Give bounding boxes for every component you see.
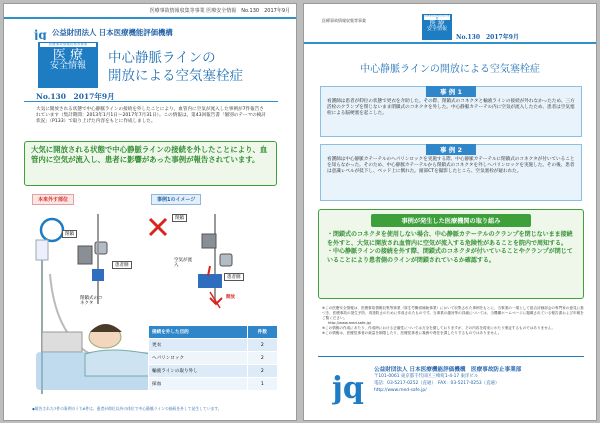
case2-label: 事 例 2 (426, 144, 476, 155)
footer-url[interactable]: http://www.med-safe.jp/ (374, 387, 427, 393)
action-list (319, 227, 583, 270)
divider (24, 101, 278, 102)
table-cell-count: 2 (247, 365, 277, 378)
table-cell-count: 2 (247, 339, 277, 352)
table-row (149, 365, 278, 378)
label-heiso-right: 閉鎖 (172, 214, 187, 222)
badge-line2: 安全情報 (426, 26, 447, 33)
table-cell-purpose: 輸液ラインの取り外し (149, 365, 248, 378)
case1-label: 事 例 1 (426, 86, 476, 97)
case1-box (320, 86, 582, 137)
footer-tel: 電話：03-5217-0252（直通） FAX：03-5217-0253（直通） (374, 381, 500, 386)
note-item: ※この医療安全情報は、医療事故情報収集等事業（厚生労働省補助事業）において収集された事例をもとに、当事業の一環として総合評価部会の専門家の意見に基づき、医療事故の発生予防、再発防止のために作成されたものです。当事業の趣旨等の詳細については、当機構ホームページに掲載されている報告書および年報をご覧ください。 (322, 306, 584, 321)
header-rule (4, 17, 296, 19)
action-title: 事例が発生した医療機関の取り組み (371, 214, 531, 227)
jq-logo-icon (34, 25, 50, 40)
svg-text:jq: jq (34, 28, 47, 40)
case1-text: 看護師は患者が仰位の状態で更衣を介助した。その際、閉鎖式のコネクタと輸液ラインの接続が外れなかったため、三方活栓のクランプを閉じないまま閉鎖式のコネクタを外した。中心静脈カテーテル内に空気が流入したため、患者は空気塞栓による脳梗塞を起こした。 (327, 99, 575, 117)
safety-info-badge (38, 42, 98, 88)
table-cell-purpose: ヘパリンロック (149, 352, 248, 365)
footer-address: 〒101-0061 東京都千代田区三崎町1-4-17 東洋ビル (374, 374, 479, 380)
footer-info (374, 366, 584, 394)
back-page (303, 3, 597, 421)
table-header-count: 件数 (247, 326, 277, 339)
title-line1: 中心静脈ラインの (108, 50, 216, 66)
panel-right-title: 事例1のイメージ (151, 194, 201, 205)
panel-left-title: 本来外す部位 (32, 194, 74, 205)
front-page (3, 3, 297, 421)
svg-text:jq: jq (332, 371, 364, 406)
label-air-in: 空気が流入 (174, 258, 192, 269)
intro-text: 大気に開放される状態で中心静脈ラインの接続を外したことにより、血管内に空気が流入した事例が7件報告されています（集計期間：2013年1月1日〜2017年7月31日）。この情報は、第43回報告書「個別のテーマの検討状況」（P133）で取り上げた内容をもとに作成しました。 (36, 107, 266, 125)
badge-line2: 安全情報 (49, 61, 86, 72)
label-open: 開放 (226, 295, 235, 300)
action-box (318, 209, 584, 299)
note-item: ※この情報は、医療従事者の裁量を制限したり、医療従事者に義務や責任を課したりするものではありません。 (322, 331, 502, 336)
header-meta: 医療事故情報収集等事業 (322, 18, 366, 23)
table-cell-purpose: 更衣 (149, 339, 248, 352)
table-header-row (149, 326, 278, 339)
badge-line1: 医 療 (429, 19, 445, 28)
note-item: ※この情報の作成にあたり、作成時における正確性については万全を期しておりますが、その内容を将来にわたり保証するものではありません。 (322, 326, 556, 331)
footnote: ◆報告された7件の事例のうち6件は、患者が仰位以外の体位で中心静脈ラインの接続を外して発生しています。 (32, 406, 222, 411)
issue-number: No.130 2017年9月 (456, 34, 519, 41)
page-title: 中心静脈ラインの開放による空気塞栓症 (360, 64, 540, 75)
org-name: 公益財団法人 日本医療機能評価機構 (52, 28, 173, 37)
purpose-table (148, 325, 278, 391)
title-line2: 開放による空気塞栓症 (108, 67, 243, 84)
case2-box (320, 144, 582, 201)
issue-number: No.130 2017年9月 (36, 92, 115, 101)
badge-top: 医療事故情報収集等事業 (424, 14, 450, 20)
action-item: ・閉鎖式のコネクタを使用しない場合、中心静脈カテーテルのクランプを閉じないまま接続を外すと、大気に開放され血管内に空気が流入する危険性があることを院内で周知する。 (327, 231, 573, 247)
notes (322, 306, 584, 336)
highlight-text: 大気に開放される状態で中心静脈ラインの接続を外したことにより、血管内に空気が流入し、患者に影響があった事例が報告されています。 (31, 145, 268, 165)
note-url: http://www.med-safe.jp/ (328, 321, 372, 326)
page-title (108, 50, 243, 85)
header-meta: 医療事故情報収集等事業 医療安全情報 No.130 2017年9月 (149, 8, 290, 14)
table-cell-count: 1 (247, 378, 277, 391)
ok-circle-icon (41, 219, 63, 241)
footer-rule (318, 356, 584, 357)
jq-logo-icon (332, 366, 364, 406)
label-patient-side-right: 患者側 (224, 273, 244, 281)
badge-line1: 医 療 (52, 47, 84, 63)
table-header-purpose: 接続を外した目的 (149, 326, 248, 339)
case2-text: 看護師は中心静脈カテーテルのヘパリンロックを実施する際、中心静脈カテーテルに閉鎖式のコネクタが付いていることを知らなかった。そのため、中心静脈カテーテルから閉鎖式のコネクタを外しヘパリンロックを実施した。その後、患者は意識レベルが低下し、ベッド上に倒れた。頭部CTを撮影したところ、空気塞栓が疑われた。 (327, 157, 575, 175)
table-cell-count: 2 (247, 352, 277, 365)
highlight-box (24, 141, 277, 186)
label-patient-side: 患者側 (112, 261, 132, 269)
table-row (149, 352, 278, 365)
footer-org: 公益財団法人 日本医療機能評価機構 医療事故防止事業部 (374, 367, 522, 373)
safety-info-badge (422, 14, 452, 40)
table-cell-purpose: 採血 (149, 378, 248, 391)
label-closed-connector: 閉鎖式のコネクタ (80, 296, 103, 307)
label-heiso: 閉鎖 (62, 230, 77, 238)
table-row (149, 378, 278, 391)
header-rule (304, 42, 596, 44)
badge-top: 医療事故情報収集等事業 (40, 43, 96, 47)
table-row (149, 339, 278, 352)
action-item: ・中心静脈ラインの接続を外す際、閉鎖式のコネクタが付いていることやクランプが閉じていることにより患者側のラインが閉鎖されているか確認する。 (327, 248, 573, 265)
